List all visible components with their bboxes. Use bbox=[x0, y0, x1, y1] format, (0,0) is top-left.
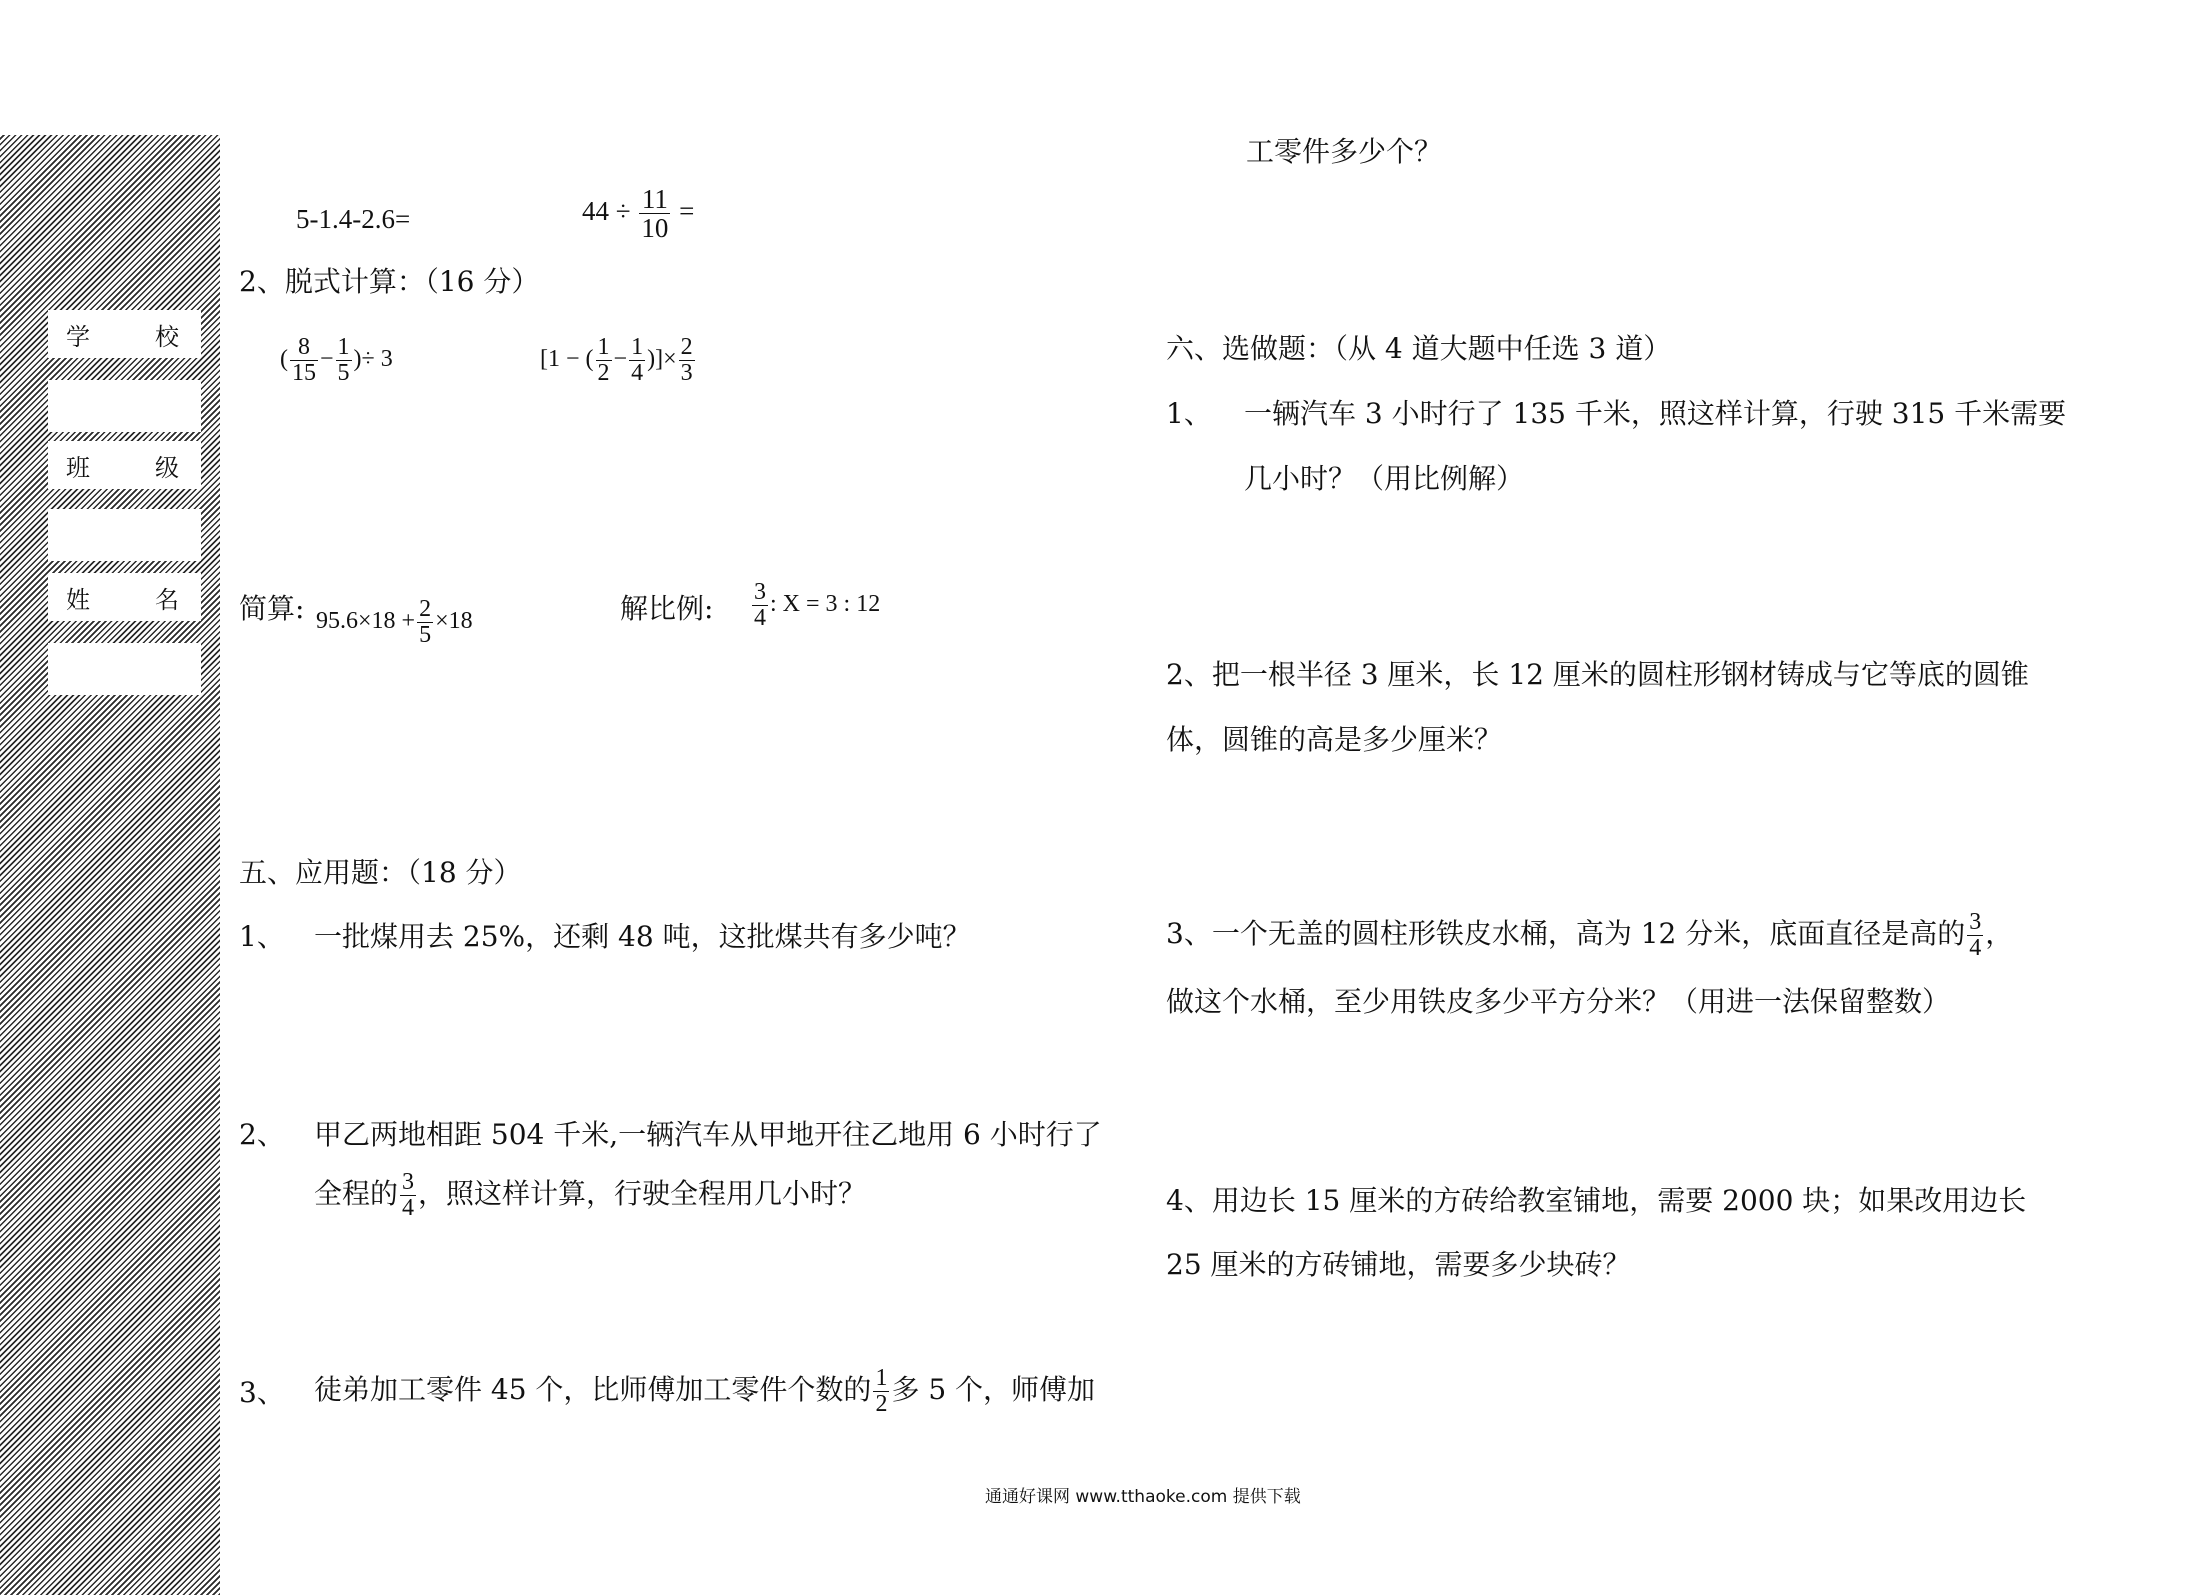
expr-2-frac-1 bbox=[596, 335, 612, 386]
simplify-frac bbox=[417, 597, 433, 648]
name-field[interactable] bbox=[48, 643, 201, 695]
name-label bbox=[48, 573, 201, 621]
class-label bbox=[48, 441, 201, 489]
school-label bbox=[48, 310, 201, 358]
r4-line-2: 25 厘米的方砖铺地，需要多少块砖？ bbox=[1166, 1248, 1631, 1281]
expr-1-f1n: 8 bbox=[290, 335, 318, 361]
calc-2-fraction bbox=[639, 185, 670, 243]
q3-post: 多 5 个，师傅加 bbox=[891, 1373, 1096, 1407]
expr-2 bbox=[540, 335, 697, 386]
footer-credit: 通通好课网 www.tthaoke.com 提供下载 bbox=[985, 1487, 1301, 1507]
school-field[interactable] bbox=[48, 380, 201, 432]
expr-1-post: )÷ 3 bbox=[353, 346, 393, 373]
q2-line-1: 甲乙两地相距 504 千米,一辆汽车从甲地开往乙地用 6 小时行了 bbox=[314, 1118, 1102, 1151]
ratio-label: 解比例: bbox=[620, 592, 714, 625]
expr-1-f2n: 1 bbox=[337, 334, 350, 360]
expr-2-f2n: 1 bbox=[631, 334, 644, 360]
name-char-2: 名 bbox=[155, 585, 179, 614]
school-char-1: 学 bbox=[66, 322, 90, 351]
expr-2-mid: )]× bbox=[647, 346, 677, 373]
class-field[interactable] bbox=[48, 509, 201, 561]
r3-fn: 3 bbox=[1969, 909, 1982, 935]
simplify-fd: 5 bbox=[419, 622, 432, 649]
q2-fd: 4 bbox=[402, 1195, 415, 1222]
expr-2-f1n: 1 bbox=[597, 334, 610, 360]
q3-number: 3、 bbox=[239, 1376, 285, 1409]
expr-1-f1d: 15 bbox=[292, 360, 316, 387]
r2-line-1: 2、把一根半径 3 厘米，长 12 厘米的圆柱形钢材铸成与它等底的圆锥 bbox=[1166, 658, 2029, 691]
q3-fraction bbox=[873, 1366, 889, 1417]
r3-fd: 4 bbox=[1969, 935, 1982, 962]
expr-1-f2d: 5 bbox=[337, 360, 350, 387]
class-char-2: 级 bbox=[155, 453, 179, 482]
q3-fd: 2 bbox=[875, 1391, 888, 1418]
ratio-expr bbox=[750, 580, 880, 631]
calc-1: 5-1.4-2.6= bbox=[296, 204, 411, 234]
q3-pre: 徒弟加工零件 45 个，比师傅加工零件个数的 bbox=[314, 1373, 872, 1407]
calc-2-post: = bbox=[679, 196, 695, 227]
expr-1-minus: − bbox=[320, 346, 334, 373]
q2-fn: 3 bbox=[402, 1169, 415, 1195]
r2-line-2: 体，圆锥的高是多少厘米？ bbox=[1166, 723, 1503, 756]
section-6-title: 六、选做题：（从 4 道大题中任选 3 道） bbox=[1166, 332, 1672, 365]
class-char-1: 班 bbox=[66, 453, 90, 482]
r3-line-2: 做这个水桶，至少用铁皮多少平方分米？（用进一法保留整数） bbox=[1166, 985, 1951, 1018]
expr-2-f3d: 3 bbox=[680, 360, 693, 387]
r4-line-1: 4、用边长 15 厘米的方砖给教室铺地，需要 2000 块；如果改用边长 bbox=[1166, 1184, 2027, 1217]
ratio-fn: 3 bbox=[754, 579, 766, 605]
expr-2-minus: − bbox=[613, 346, 628, 373]
expr-1 bbox=[280, 335, 393, 386]
q3-continuation: 工零件多少个？ bbox=[1246, 135, 1443, 168]
q3-fn: 1 bbox=[875, 1365, 888, 1391]
calc-2-pre: 44 ÷ bbox=[582, 196, 631, 227]
r3-pre: 3、一个无盖的圆柱形铁皮水桶，高为 12 分米，底面直径是高的 bbox=[1166, 917, 1966, 951]
expr-2-pre: [1 − ( bbox=[540, 346, 594, 373]
q2-line-2-post: ，照这样计算，行驶全程用几小时？ bbox=[418, 1177, 867, 1211]
expr-2-frac-3 bbox=[679, 335, 695, 386]
ratio-post: : X = 3 : 12 bbox=[770, 591, 881, 618]
q2-number: 2、 bbox=[239, 1118, 285, 1151]
simplify-fn: 2 bbox=[419, 596, 432, 622]
q1-text: 一批煤用去 25%，还剩 48 吨，这批煤共有多少吨？ bbox=[314, 920, 971, 953]
simplify-pre: 95.6×18 + bbox=[316, 608, 416, 635]
r3-post: ， bbox=[1985, 917, 2014, 951]
school-char-2: 校 bbox=[155, 322, 179, 351]
q2-line-2 bbox=[314, 1170, 866, 1221]
q1-number: 1、 bbox=[239, 920, 285, 953]
r1-number: 1、 bbox=[1166, 397, 1212, 430]
name-char-1: 姓 bbox=[66, 585, 90, 614]
simplify-label: 简算: bbox=[239, 592, 305, 625]
q3-text bbox=[314, 1366, 1095, 1417]
q2-fraction bbox=[400, 1170, 416, 1221]
section-2-title: 2、脱式计算：（16 分） bbox=[239, 265, 540, 298]
r3-line-1 bbox=[1166, 910, 2013, 961]
simplify-expr bbox=[316, 597, 473, 648]
ratio-frac bbox=[752, 580, 768, 631]
expr-2-f1d: 2 bbox=[597, 360, 610, 387]
expr-1-frac-2 bbox=[336, 335, 352, 386]
expr-2-f3n: 2 bbox=[680, 334, 693, 360]
expr-2-f2d: 4 bbox=[631, 360, 644, 387]
calc-2-den: 10 bbox=[641, 213, 669, 244]
r1-line-2: 几小时？（用比例解） bbox=[1244, 462, 1525, 495]
r1-line-1: 一辆汽车 3 小时行了 135 千米，照这样计算，行驶 315 千米需要 bbox=[1244, 397, 2067, 430]
expr-1-frac-1 bbox=[290, 335, 318, 386]
calc-2 bbox=[582, 185, 694, 243]
expr-1-open: ( bbox=[280, 346, 288, 373]
binding-margin bbox=[0, 135, 220, 1595]
expr-2-frac-2 bbox=[629, 335, 645, 386]
r3-fraction bbox=[1967, 910, 1983, 961]
section-5-title: 五、应用题：（18 分） bbox=[239, 856, 522, 889]
q2-line-2-pre: 全程的 bbox=[314, 1177, 399, 1211]
calc-2-num: 11 bbox=[639, 185, 670, 214]
ratio-fd: 4 bbox=[754, 605, 766, 632]
simplify-post: ×18 bbox=[435, 608, 473, 635]
